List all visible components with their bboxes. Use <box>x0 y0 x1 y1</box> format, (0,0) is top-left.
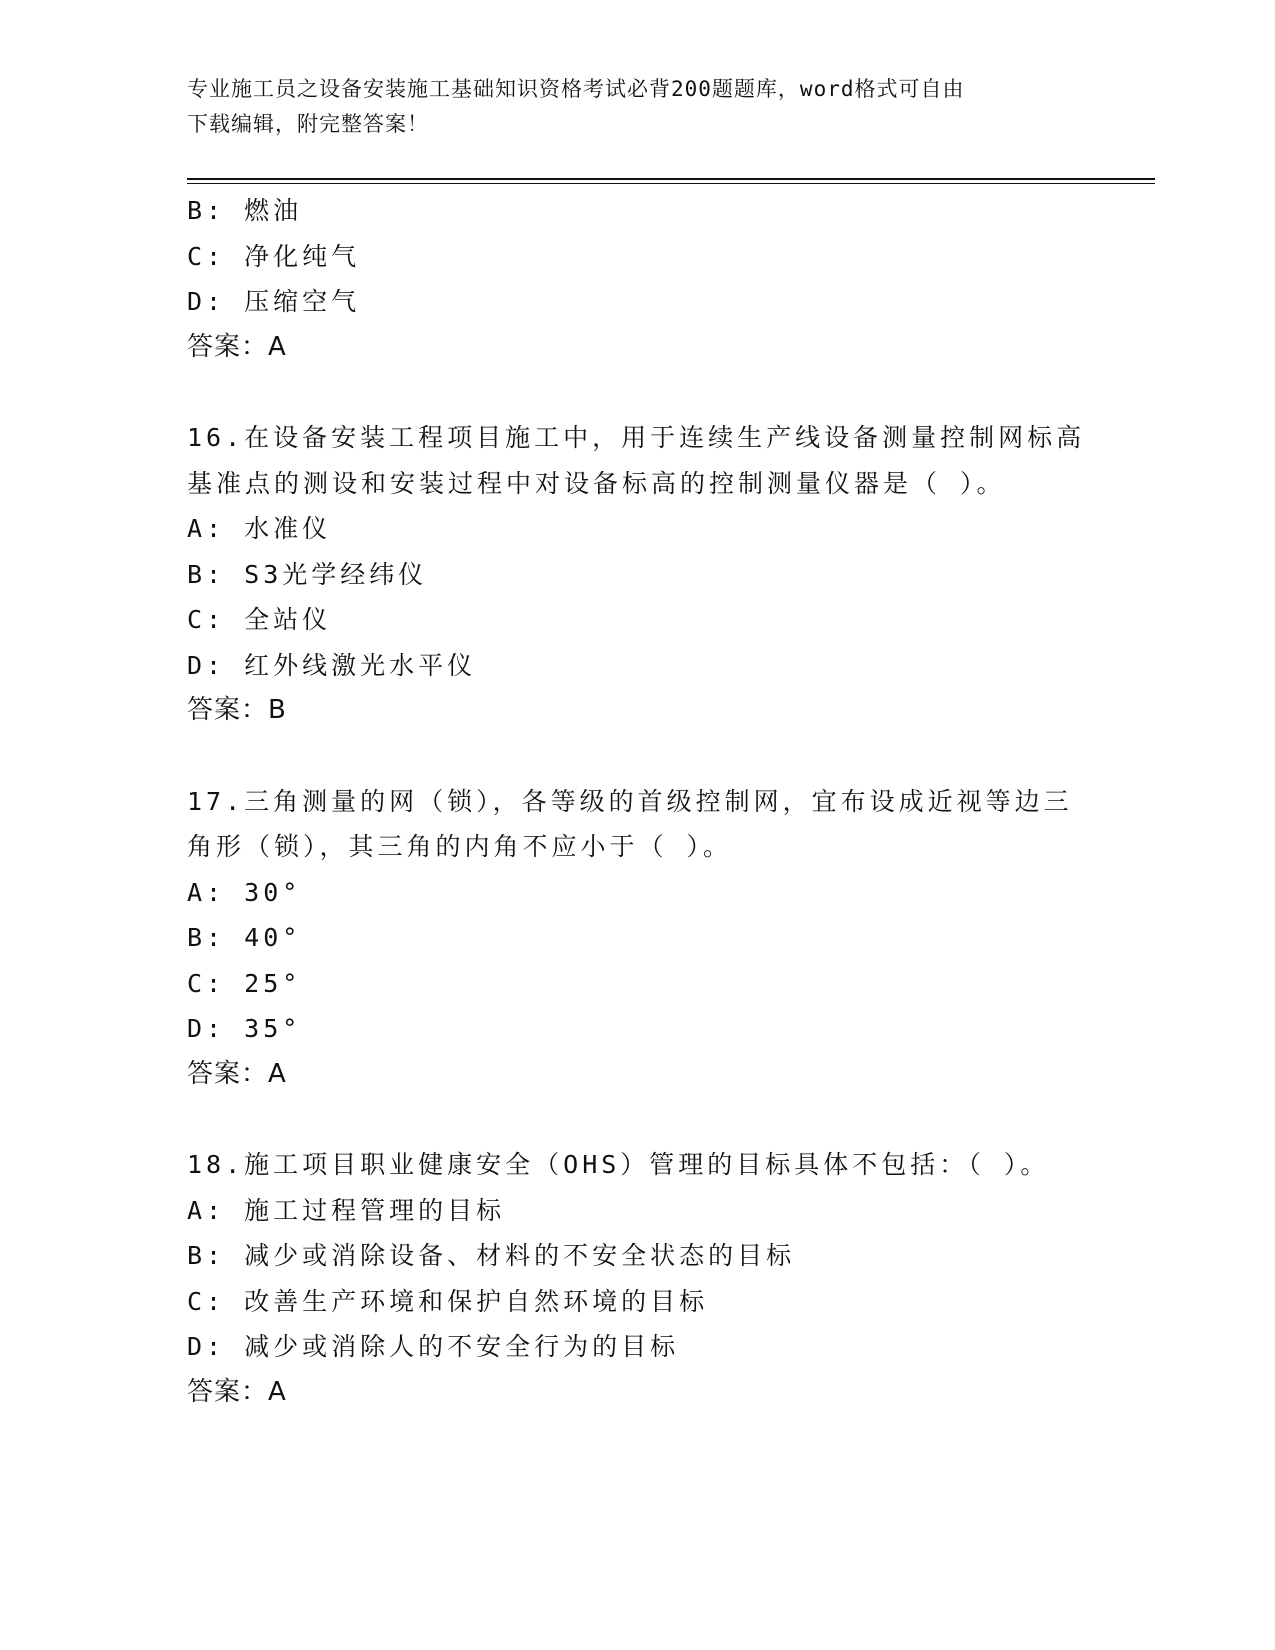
header-line-1: 专业施工员之设备安装施工基础知识资格考试必背200题题库，word格式可自由 <box>187 77 965 101</box>
document-body <box>187 188 1087 1415</box>
question-16 <box>187 415 1087 734</box>
question-stem-line-2: 基准点的测设和安装过程中对设备标高的控制测量仪器是（ ）。 <box>187 468 1006 498</box>
spacer <box>187 370 1087 415</box>
option-d: D: 减少或消除人的不安全行为的目标 <box>187 1332 680 1361</box>
header-divider-thin <box>187 183 1155 184</box>
option-a: A: 水准仪 <box>187 514 332 543</box>
option-d: D: 压缩空气 <box>187 287 361 316</box>
question-15-continued <box>187 188 1087 370</box>
spacer <box>187 1097 1087 1142</box>
header-line-2: 下载编辑，附完整答案！ <box>187 112 429 136</box>
answer-line: 答案：B <box>187 695 287 725</box>
option-a: A: 30° <box>187 877 302 907</box>
option-b: B: 减少或消除设备、材料的不安全状态的目标 <box>187 1241 796 1270</box>
answer-line: 答案：A <box>187 1058 287 1089</box>
question-stem-line-2: 角形（锁），其三角的内角不应小于（ ）。 <box>187 832 733 861</box>
header-divider-thick <box>187 178 1155 180</box>
option-b: B: 40° <box>187 923 302 952</box>
option-b: B: 燃油 <box>187 196 303 225</box>
option-a: A: 施工过程管理的目标 <box>187 1195 506 1225</box>
question-stem-line-1: 18.施工项目职业健康安全（OHS）管理的目标具体不包括：（ ）。 <box>187 1150 1050 1179</box>
question-stem-line-1: 17.三角测量的网（锁），各等级的首级控制网，宜布设成近视等边三 <box>187 786 1073 816</box>
option-d: D: 红外线激光水平仪 <box>187 650 477 680</box>
option-c: C: 25° <box>187 968 302 998</box>
question-stem-line-1: 16.在设备安装工程项目施工中，用于连续生产线设备测量控制网标高 <box>187 423 1086 452</box>
spacer <box>187 734 1087 779</box>
option-b: B: S3光学经纬仪 <box>187 559 428 589</box>
page-header <box>187 72 1087 142</box>
option-c: C: 改善生产环境和保护自然环境的目标 <box>187 1286 709 1316</box>
option-c: C: 全站仪 <box>187 605 332 634</box>
option-d: D: 35° <box>187 1014 302 1043</box>
answer-line: 答案：A <box>187 331 287 362</box>
option-c: C: 净化纯气 <box>187 241 361 271</box>
question-18 <box>187 1142 1087 1415</box>
question-17 <box>187 779 1087 1098</box>
answer-line: 答案：A <box>187 1376 287 1407</box>
